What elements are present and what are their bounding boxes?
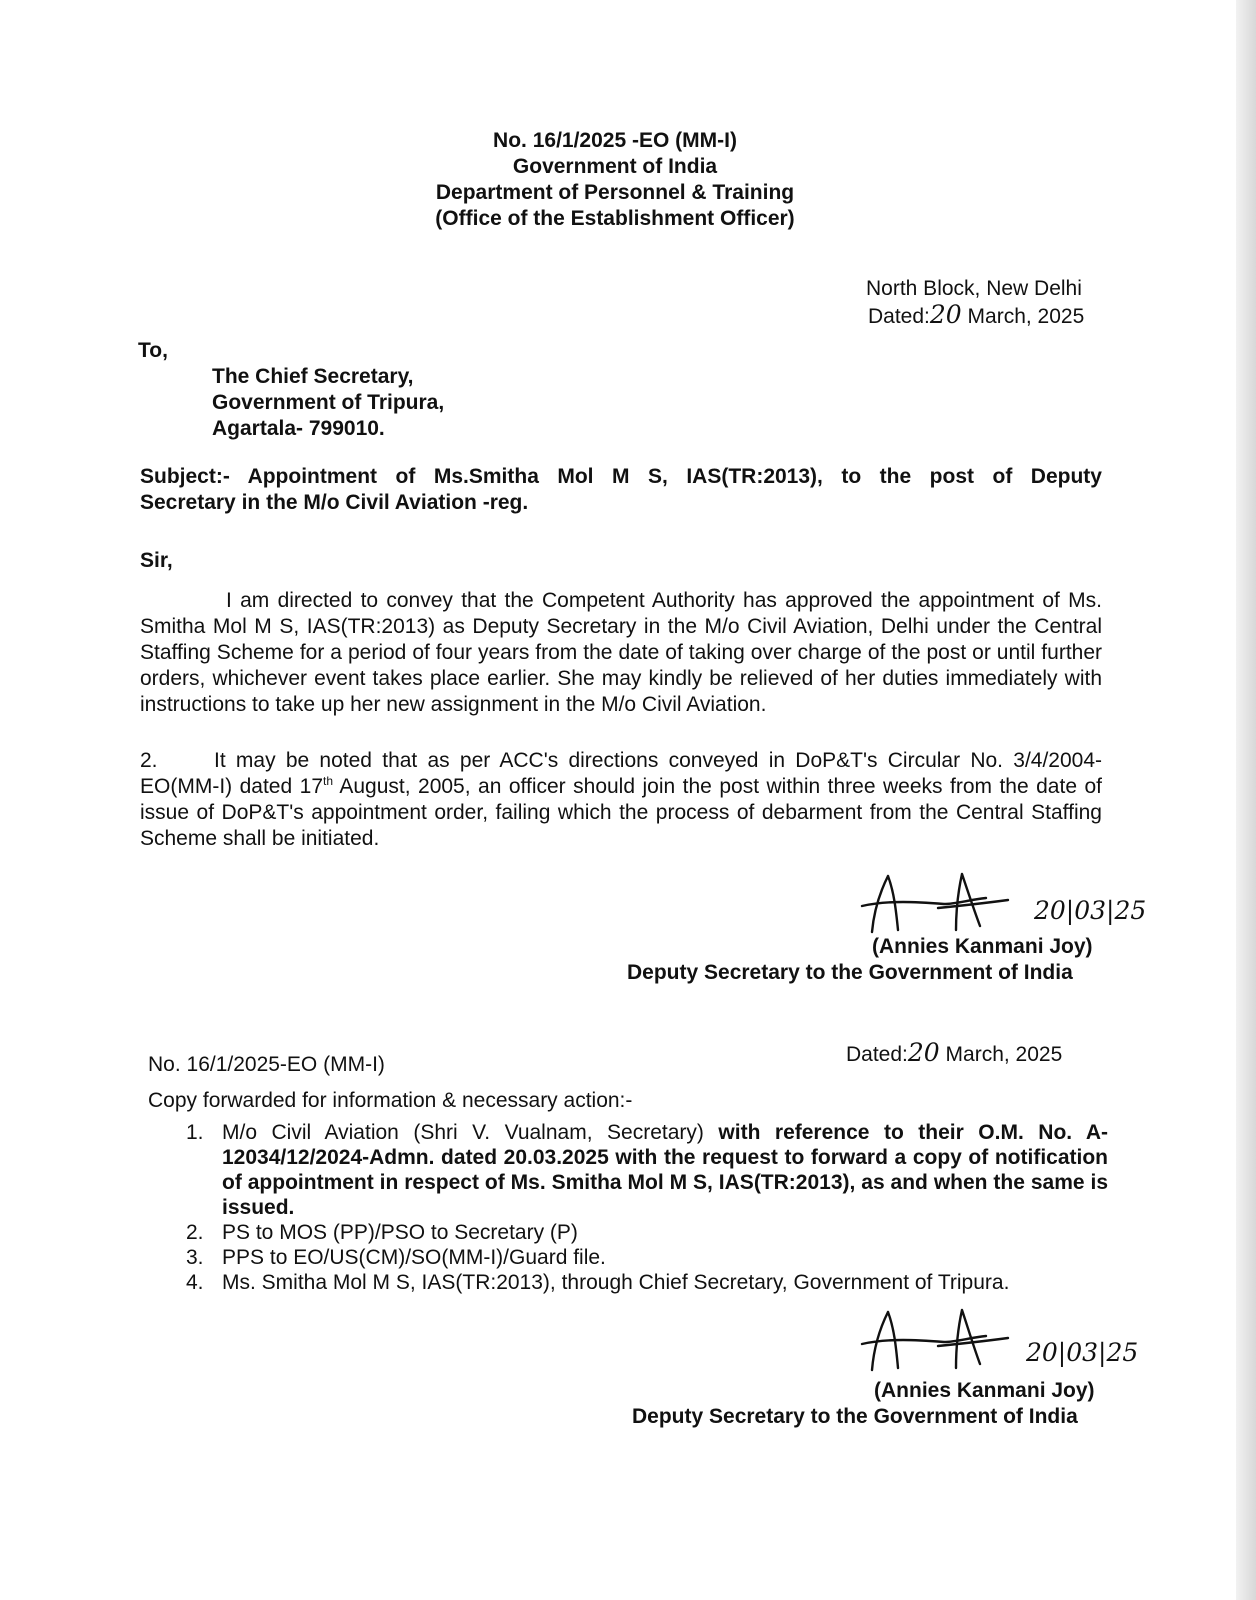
signatory-2-name: (Annies Kanmani Joy): [874, 1379, 1095, 1402]
copy-date-prefix: Dated:: [846, 1043, 908, 1066]
letter-date: [868, 302, 1084, 330]
copy-list: [186, 1120, 1108, 1295]
to-label: To,: [138, 339, 168, 362]
copy-item-number: 4.: [186, 1271, 204, 1294]
copy-item-normal-text: M/o Civil Aviation (Shri V. Vualnam, Secretary): [222, 1121, 719, 1144]
copy-date-day-handwritten: 20: [907, 1038, 940, 1067]
subject-label: Subject:-: [140, 465, 230, 488]
copy-item: [186, 1220, 1108, 1245]
signature-date-handwritten: 20|03|25: [1034, 896, 1147, 925]
copy-item-text: [222, 1120, 1108, 1220]
subject-line-1: [140, 464, 1102, 490]
copy-item-bold-text: with reference to their O.M. No. A-12034/12/2024-Admn. dated 20.03.2025 with the request to forward a copy of notification of appointment in respect of Ms. Smitha Mol M S, IAS(TR:2013), as and when the same is issued.: [222, 1121, 1108, 1219]
copy-item-number: 1.: [186, 1121, 204, 1144]
copy-item: [186, 1245, 1108, 1270]
paragraph-2-text-a: It may be noted that as per ACC's directions conveyed in DoP&T's Circular No. 3/4/2004-EO(MM-I) dated 17: [140, 749, 1102, 798]
department-name: Department of Personnel & Training: [435, 181, 795, 204]
salutation: Sir,: [140, 549, 173, 572]
date-rest: March, 2025: [961, 305, 1085, 328]
copy-intro: Copy forwarded for information & necessary action:-: [148, 1089, 633, 1112]
signatory-2-designation: Deputy Secretary to the Government of India: [632, 1405, 1078, 1428]
addressee-line-1: The Chief Secretary,: [212, 365, 414, 388]
addressee-line-3: Agartala- 799010.: [212, 417, 385, 440]
copy-item-text: PPS to EO/US(CM)/SO(MM-I)/Guard file.: [222, 1246, 606, 1269]
paragraph-1: I am directed to convey that the Competent Authority has approved the appointment of Ms. Smitha Mol M S, IAS(TR:2013) as Deputy Secretary in the M/o Civil Aviation, Delhi under the Central Staffing Scheme for a period of four years from the date of taking over charge of the post or until further orders, whichever event takes place earlier. She may kindly be relieved of her duties immediately with instructions to take up her new assignment in the M/o Civil Aviation.: [140, 589, 1102, 716]
date-day-handwritten: 20: [929, 300, 962, 329]
copy-item-number: 2.: [186, 1221, 204, 1244]
copy-date: [846, 1040, 1062, 1068]
file-number: No. 16/1/2025 -EO (MM-I): [493, 129, 737, 152]
signature-mark: [858, 870, 1058, 940]
paragraph-2-text-b: August, 2005, an officer should join the post within three weeks from the date of issue of DoP&T's appointment order, failing which the process of debarment from the Central Staffing Scheme shall be initiated.: [140, 775, 1102, 850]
copy-item-number: 3.: [186, 1246, 204, 1269]
signatory-designation: Deputy Secretary to the Government of India: [627, 961, 1073, 984]
copy-item: [186, 1120, 1108, 1220]
copy-date-rest: March, 2025: [939, 1043, 1063, 1066]
copy-item: [186, 1270, 1108, 1295]
date-prefix: Dated:: [868, 305, 930, 328]
govt-name: Government of India: [512, 155, 718, 178]
paragraph-2: [140, 748, 1102, 852]
page-edge-shadow: [1236, 0, 1256, 1600]
paragraph-2-number: 2.: [140, 749, 158, 772]
addressee-line-2: Government of Tripura,: [212, 391, 445, 414]
copy-item-text: Ms. Smitha Mol M S, IAS(TR:2013), through Chief Secretary, Government of Tripura.: [222, 1271, 1010, 1294]
paragraph-2-superscript: th: [323, 774, 334, 788]
place: North Block, New Delhi: [866, 277, 1082, 300]
copy-file-number: No. 16/1/2025-EO (MM-I): [148, 1053, 385, 1076]
copy-item-text: PS to MOS (PP)/PSO to Secretary (P): [222, 1221, 578, 1244]
subject-text-1: Appointment of Ms.Smitha Mol M S, IAS(TR:2013), to the post of Deputy: [247, 465, 1102, 488]
subject-line-2: Secretary in the M/o Civil Aviation -reg.: [140, 491, 529, 514]
signature-2-date-handwritten: 20|03|25: [1026, 1338, 1139, 1367]
signatory-name: (Annies Kanmani Joy): [872, 935, 1093, 958]
office-name: (Office of the Establishment Officer): [435, 207, 795, 230]
